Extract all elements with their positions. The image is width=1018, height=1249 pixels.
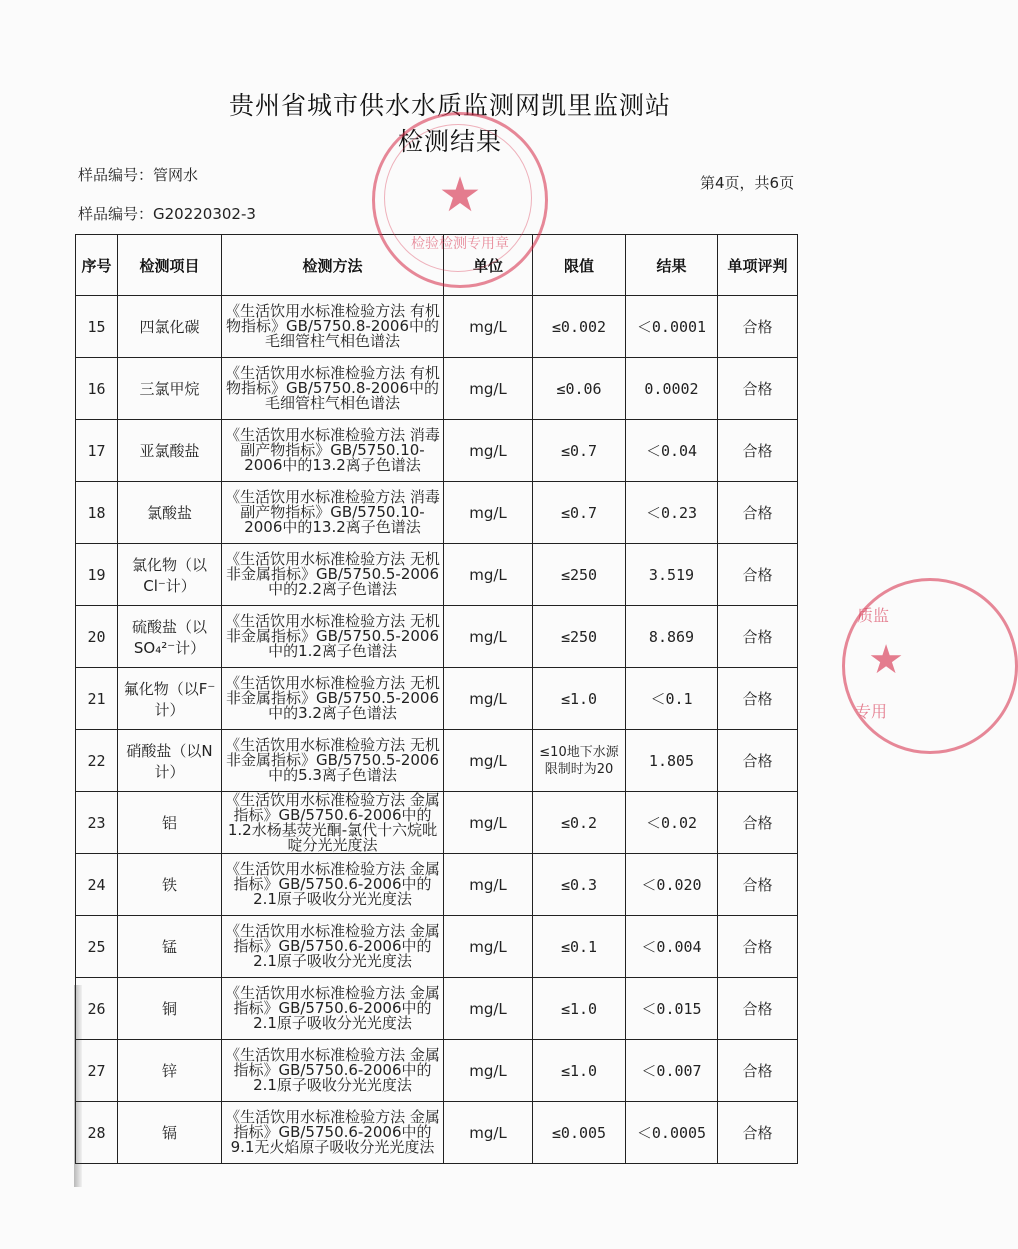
cell-verdict: 合格 [718, 296, 798, 358]
seal-star-icon: ★ [438, 167, 482, 223]
table-row [76, 1102, 798, 1164]
cell-verdict: 合格 [718, 854, 798, 916]
cell-unit: mg/L [444, 730, 533, 792]
cell-limit: ≤0.3 [533, 854, 626, 916]
cell-item: 氯化物（以Cl⁻计） [118, 544, 222, 606]
cell-limit: ≤250 [533, 544, 626, 606]
cell-limit: ≤0.7 [533, 482, 626, 544]
cell-unit: mg/L [444, 544, 533, 606]
table-body [76, 296, 798, 1164]
results-table [75, 234, 798, 1164]
cell-method: 《生活饮用水标准检验方法 金属指标》GB/5750.6-2006中的9.1无火焰原子吸收分光光度法 [222, 1102, 444, 1164]
table-row [76, 296, 798, 358]
table-row [76, 792, 798, 854]
cell-verdict: 合格 [718, 916, 798, 978]
cell-verdict: 合格 [718, 978, 798, 1040]
col-header-method: 检测方法 [222, 235, 444, 296]
cell-no: 20 [76, 606, 118, 668]
cell-result: 0.0002 [626, 358, 718, 420]
cell-method: 《生活饮用水标准检验方法 无机非金属指标》GB/5750.5-2006中的2.2离子色谱法 [222, 544, 444, 606]
table-row [76, 544, 798, 606]
cell-result: ＜0.007 [626, 1040, 718, 1102]
cell-result: 8.869 [626, 606, 718, 668]
table-row [76, 606, 798, 668]
col-header-limit: 限值 [533, 235, 626, 296]
cell-unit: mg/L [444, 358, 533, 420]
table-header-row [76, 235, 798, 296]
cell-item: 四氯化碳 [118, 296, 222, 358]
cell-method: 《生活饮用水标准检验方法 有机物指标》GB/5750.8-2006中的毛细管柱气相色谱法 [222, 296, 444, 358]
side-seal-text-top: 质监 [857, 606, 890, 625]
seal-bottom-text: 检验检测专用章 [411, 236, 509, 252]
cell-item: 铁 [118, 854, 222, 916]
cell-no: 25 [76, 916, 118, 978]
cell-result: ＜0.23 [626, 482, 718, 544]
cell-result: 3.519 [626, 544, 718, 606]
cell-verdict: 合格 [718, 358, 798, 420]
binding-shadow [74, 985, 82, 1187]
cell-limit: ≤0.2 [533, 792, 626, 854]
cell-item: 硫酸盐（以SO₄²⁻计） [118, 606, 222, 668]
table-row [76, 668, 798, 730]
cell-method: 《生活饮用水标准检验方法 消毒副产物指标》GB/5750.10-2006中的13.2离子色谱法 [222, 482, 444, 544]
col-header-verdict: 单项评判 [718, 235, 798, 296]
table-row [76, 1040, 798, 1102]
cell-limit: ≤0.1 [533, 916, 626, 978]
cell-method: 《生活饮用水标准检验方法 金属指标》GB/5750.6-2006中的2.1原子吸收分光光度法 [222, 854, 444, 916]
cell-no: 17 [76, 420, 118, 482]
cell-result: ＜0.004 [626, 916, 718, 978]
cell-item: 铝 [118, 792, 222, 854]
col-header-item: 检测项目 [118, 235, 222, 296]
cell-limit: ≤1.0 [533, 668, 626, 730]
cell-unit: mg/L [444, 792, 533, 854]
side-seal-text-bottom: 专用 [855, 702, 888, 721]
cell-result: 1.805 [626, 730, 718, 792]
cell-verdict: 合格 [718, 482, 798, 544]
table-row [76, 854, 798, 916]
table-row [76, 482, 798, 544]
cell-no: 23 [76, 792, 118, 854]
cell-result: ＜0.015 [626, 978, 718, 1040]
cell-no: 21 [76, 668, 118, 730]
col-header-unit: 单位 [444, 235, 533, 296]
cell-method: 《生活饮用水标准检验方法 有机物指标》GB/5750.8-2006中的毛细管柱气相色谱法 [222, 358, 444, 420]
table-row [76, 916, 798, 978]
cell-limit: ≤0.005 [533, 1102, 626, 1164]
cell-result: ＜0.0001 [626, 296, 718, 358]
cell-item: 亚氯酸盐 [118, 420, 222, 482]
cell-result: ＜0.0005 [626, 1102, 718, 1164]
cell-no: 24 [76, 854, 118, 916]
cell-method: 《生活饮用水标准检验方法 金属指标》GB/5750.6-2006中的1.2水杨基荧光酮-氯代十六烷吡啶分光光度法 [222, 792, 444, 854]
cell-item: 氟化物（以F⁻计） [118, 668, 222, 730]
cell-limit: ≤1.0 [533, 1040, 626, 1102]
cell-no: 28 [76, 1102, 118, 1164]
cell-verdict: 合格 [718, 792, 798, 854]
cell-method: 《生活饮用水标准检验方法 无机非金属指标》GB/5750.5-2006中的1.2离子色谱法 [222, 606, 444, 668]
cell-no: 18 [76, 482, 118, 544]
cell-unit: mg/L [444, 606, 533, 668]
page-info: 第4页，共6页 [700, 174, 795, 192]
cell-no: 27 [76, 1040, 118, 1102]
table-row [76, 978, 798, 1040]
cell-no: 22 [76, 730, 118, 792]
cell-verdict: 合格 [718, 1040, 798, 1102]
cell-method: 《生活饮用水标准检验方法 金属指标》GB/5750.6-2006中的2.1原子吸收分光光度法 [222, 916, 444, 978]
cell-unit: mg/L [444, 978, 533, 1040]
cell-verdict: 合格 [718, 668, 798, 730]
cell-verdict: 合格 [718, 544, 798, 606]
table-row [76, 420, 798, 482]
col-header-no: 序号 [76, 235, 118, 296]
cell-no: 26 [76, 978, 118, 1040]
cell-method: 《生活饮用水标准检验方法 消毒副产物指标》GB/5750.10-2006中的13.2离子色谱法 [222, 420, 444, 482]
sample-number: 样品编号：G20220302-3 [78, 205, 256, 223]
side-seal-star-icon: ★ [868, 637, 904, 683]
cell-result: ＜0.04 [626, 420, 718, 482]
cell-result: ＜0.02 [626, 792, 718, 854]
cell-item: 硝酸盐（以N计） [118, 730, 222, 792]
cell-verdict: 合格 [718, 606, 798, 668]
table-row [76, 730, 798, 792]
cell-unit: mg/L [444, 916, 533, 978]
cell-item: 锰 [118, 916, 222, 978]
cell-item: 镉 [118, 1102, 222, 1164]
cell-item: 锌 [118, 1040, 222, 1102]
cell-no: 19 [76, 544, 118, 606]
report-title: 贵州省城市供水水质监测网凯里监测站 [228, 91, 671, 120]
cell-result: ＜0.020 [626, 854, 718, 916]
cell-no: 16 [76, 358, 118, 420]
cell-item: 三氯甲烷 [118, 358, 222, 420]
cross-page-seal [842, 578, 1018, 754]
cell-method: 《生活饮用水标准检验方法 无机非金属指标》GB/5750.5-2006中的3.2离子色谱法 [222, 668, 444, 730]
cell-item: 氯酸盐 [118, 482, 222, 544]
cell-unit: mg/L [444, 482, 533, 544]
cell-verdict: 合格 [718, 730, 798, 792]
cell-limit: ≤0.06 [533, 358, 626, 420]
cell-no: 15 [76, 296, 118, 358]
cell-method: 《生活饮用水标准检验方法 金属指标》GB/5750.6-2006中的2.1原子吸收分光光度法 [222, 1040, 444, 1102]
cell-method: 《生活饮用水标准检验方法 金属指标》GB/5750.6-2006中的2.1原子吸收分光光度法 [222, 978, 444, 1040]
cell-unit: mg/L [444, 420, 533, 482]
sample-name: 样品编号：管网水 [78, 166, 199, 184]
cell-limit: ≤1.0 [533, 978, 626, 1040]
cell-limit: ≤0.002 [533, 296, 626, 358]
cell-unit: mg/L [444, 1102, 533, 1164]
cell-verdict: 合格 [718, 420, 798, 482]
cell-item: 铜 [118, 978, 222, 1040]
cell-limit: ≤250 [533, 606, 626, 668]
cell-method: 《生活饮用水标准检验方法 无机非金属指标》GB/5750.5-2006中的5.3离子色谱法 [222, 730, 444, 792]
cell-limit: ≤10地下水源限制时为20 [533, 730, 626, 792]
cell-result: ＜0.1 [626, 668, 718, 730]
col-header-result: 结果 [626, 235, 718, 296]
cell-verdict: 合格 [718, 1102, 798, 1164]
cell-limit: ≤0.7 [533, 420, 626, 482]
cell-unit: mg/L [444, 854, 533, 916]
cell-unit: mg/L [444, 668, 533, 730]
report-subtitle: 检测结果 [397, 127, 502, 156]
table-row [76, 358, 798, 420]
cell-unit: mg/L [444, 296, 533, 358]
cell-unit: mg/L [444, 1040, 533, 1102]
